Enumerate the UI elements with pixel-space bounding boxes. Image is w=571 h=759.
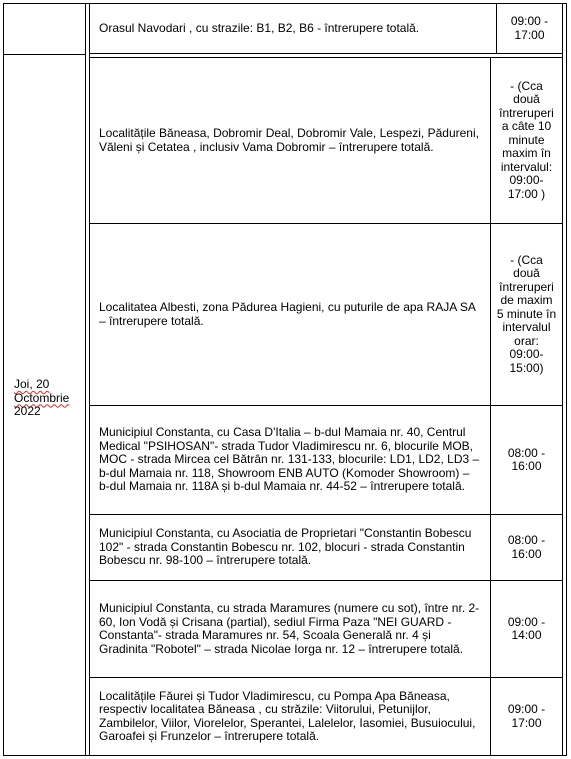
table-row-3-time [491, 406, 562, 514]
row-2-text: Localitatea Albesti, zona Pădurea Hagieni, cu puturile de apa RAJA SA – întrerupere totală. [99, 300, 476, 328]
row-5-text: Municipiul Constanta, cu strada Maramures (numere cu sot), între nr. 2-60, Ion Vodă și Crisana (partial), sediul Firma Paza "NEI GUARD - Constanta"- strada Maramures nr. 54, Scoala Generală nr. 4 și Gradinita "Robotel" – strada Nicolae Iorga nr. 12 – întrerupere totală. [99, 601, 480, 656]
row-6-time: 09:00 - 17:00 [507, 702, 546, 730]
row-4-time: 08:00 - 16:00 [507, 533, 546, 561]
table-row-6-time [491, 678, 562, 755]
row-1-time: - (Cca două întreruperi a câte 10 minute maxim în intervalul: 09:00-17:00 ) [499, 78, 554, 201]
inner-border-right [562, 3, 563, 756]
table-row-6-desc [90, 678, 490, 755]
table-row-3-desc [90, 406, 490, 514]
row-4-text: Municipiul Constanta, cu Asociatia de Proprietari "Constantin Bobescu 102" - strada Constantin Bobescu nr. 102, blocuri - strada Constantin Bobescu nr. 98-100 – întrerupere totală. [99, 526, 472, 568]
table-row-5-time [491, 581, 562, 677]
table-row-5-desc [90, 581, 490, 677]
table-row-0-desc [90, 4, 496, 53]
date-column-divider [85, 3, 86, 756]
table-row-2-time [491, 224, 562, 405]
row-1-text: Localitățile Băneasa, Dobromir Deal, Dobromir Vale, Lespezi, Pădureni, Văleni și Cetatea , inclusiv Vama Dobromir – întrerupere totală. [99, 126, 479, 154]
row-0-text: Orasul Navodari , cu strazile: B1, B2, B6 - întrerupere totală. [99, 20, 420, 35]
row-2-time: - (Cca două întreruperi de maxim 5 minute în intervalul orar: 09:00-15:00) [496, 252, 557, 375]
row-5-time: 09:00 - 14:00 [507, 614, 546, 642]
row-3-text: Municipiul Constanta, cu Casa D'Italia – b-dul Mamaia nr. 40, Centrul Medical "PSIHOSAN"- strada Tudor Vladimirescu nr. 6, blocurile MOB, MOC - strada Mircea cel Bătrân nr. 131-133, blocurile: LD1, LD2, LD3 – b-dul Mamaia nr. 118, Showroom ENB AUTO (Komoder Showroom) – b-dul Mamaia nr. 118A și b-dul Mamaia nr. 44-52 – întrerupere totală. [99, 425, 480, 494]
table-row-1-time [491, 58, 562, 223]
date-year: 2022 [14, 404, 41, 418]
row-3-time: 08:00 - 16:00 [507, 445, 546, 473]
table-border-bottom [3, 755, 567, 756]
date-month: Octombrie [14, 390, 70, 405]
table-row-2-desc [90, 224, 490, 405]
row-divider-1 [89, 53, 563, 54]
date-day: Joi, 20 [14, 377, 50, 391]
row-0-time: 09:00 - 17:00 [510, 14, 549, 42]
row-6-text: Localitățile Făurei și Tudor Vladimirescu, cu Pompa Apa Băneasa, respectiv localitatea Băneasa , cu străzile: Viitorului, Petunijlor, Zambilelor, Viilor, Viorelelor, Sperantei, Lalelelor, Iasomiei, Busuiocului, Garoafei și Frunzelor – întrerupere totală. [99, 688, 476, 743]
table-border-right [566, 3, 567, 756]
table-row-4-desc [90, 515, 490, 580]
table-row-4-time [491, 515, 562, 580]
table-row-1-desc [90, 58, 490, 223]
table-row-0-time [497, 4, 562, 53]
first-row-divider-left [3, 54, 86, 55]
date-cell [4, 378, 85, 434]
